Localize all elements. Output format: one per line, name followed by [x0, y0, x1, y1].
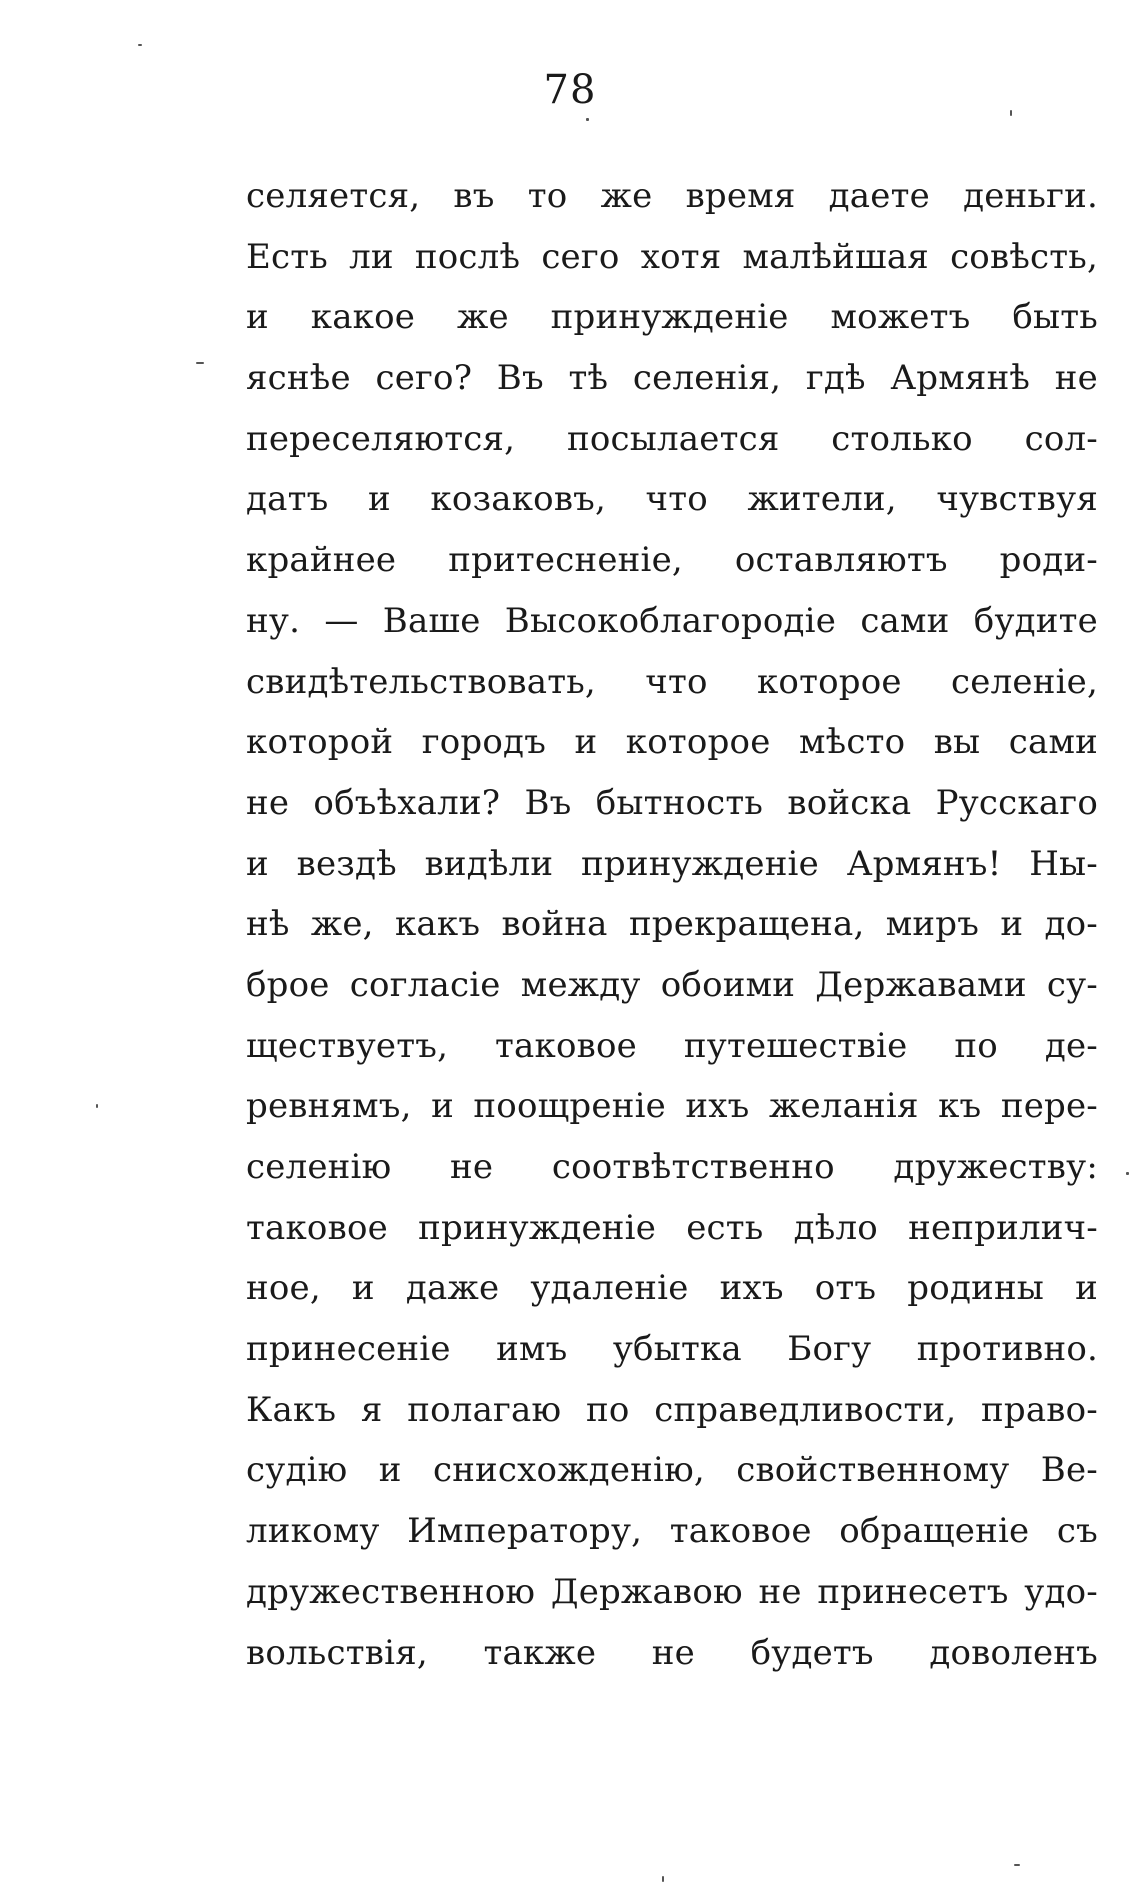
text-line: принесеніе имъ убытка Богу противно.	[246, 1329, 1098, 1370]
text-line: яснѣе сего? Въ тѣ селенія, гдѣ Армянѣ не	[246, 358, 1098, 399]
text-line: крайнее притесненіе, оставляютъ роди-	[246, 540, 1098, 581]
scan-speck	[138, 44, 142, 46]
text-line: вольствія, также не будетъ доволенъ	[246, 1632, 1098, 1673]
scan-speck	[662, 1876, 664, 1882]
scan-speck	[1010, 110, 1012, 116]
text-line: и вездѣ видѣли принужденіе Армянъ! Ны-	[246, 843, 1098, 884]
page-number: 78	[543, 67, 597, 113]
body-text	[246, 166, 1098, 1683]
text-line: Какъ я полагаю по справедливости, право-	[246, 1389, 1098, 1430]
text-line: ное, и даже удаленіе ихъ отъ родины и	[246, 1268, 1098, 1309]
text-line: ревнямъ, и поощреніе ихъ желанія къ пере-	[246, 1086, 1098, 1127]
text-line: свидѣтельствовать, что которое селеніе,	[246, 661, 1098, 702]
text-line: таковое принужденіе есть дѣло неприлич-	[246, 1207, 1098, 1248]
text-line: ликому Императору, таковое обращеніе съ	[246, 1511, 1098, 1552]
scan-speck	[1014, 1864, 1020, 1866]
text-line: селяется, въ то же время даете деньги.	[246, 176, 1098, 216]
text-line: не объѣхали? Въ бытность войска Русскаго	[246, 782, 1098, 823]
scan-speck	[586, 118, 589, 121]
text-line: ну. — Ваше Высокоблагородіе сами будите	[246, 600, 1098, 641]
scan-speck	[96, 1104, 98, 1108]
text-line: дружественною Державою не принесетъ удо-	[246, 1571, 1098, 1612]
scan-speck	[1126, 1172, 1129, 1175]
scan-speck	[196, 362, 204, 364]
text-line: ществуетъ, таковое путешествіе по де-	[246, 1025, 1098, 1066]
text-line: датъ и козаковъ, что жители, чувствуя	[246, 479, 1098, 520]
text-line: переселяются, посылается столько сол-	[246, 418, 1098, 459]
text-line: и какое же принужденіе можетъ быть	[246, 297, 1098, 338]
text-line: Есть ли послѣ сего хотя малѣйшая совѣсть,	[246, 236, 1098, 277]
text-line: селенію не соотвѣтственно дружеству:	[246, 1147, 1098, 1187]
text-line: судію и снисхожденію, свойственному Ве-	[246, 1450, 1098, 1491]
text-line: нѣ же, какъ война прекращена, миръ и до-	[246, 904, 1098, 945]
text-line: которой городъ и которое мѣсто вы сами	[246, 722, 1098, 763]
text-line: брое согласіе между обоими Державами су-	[246, 964, 1098, 1005]
